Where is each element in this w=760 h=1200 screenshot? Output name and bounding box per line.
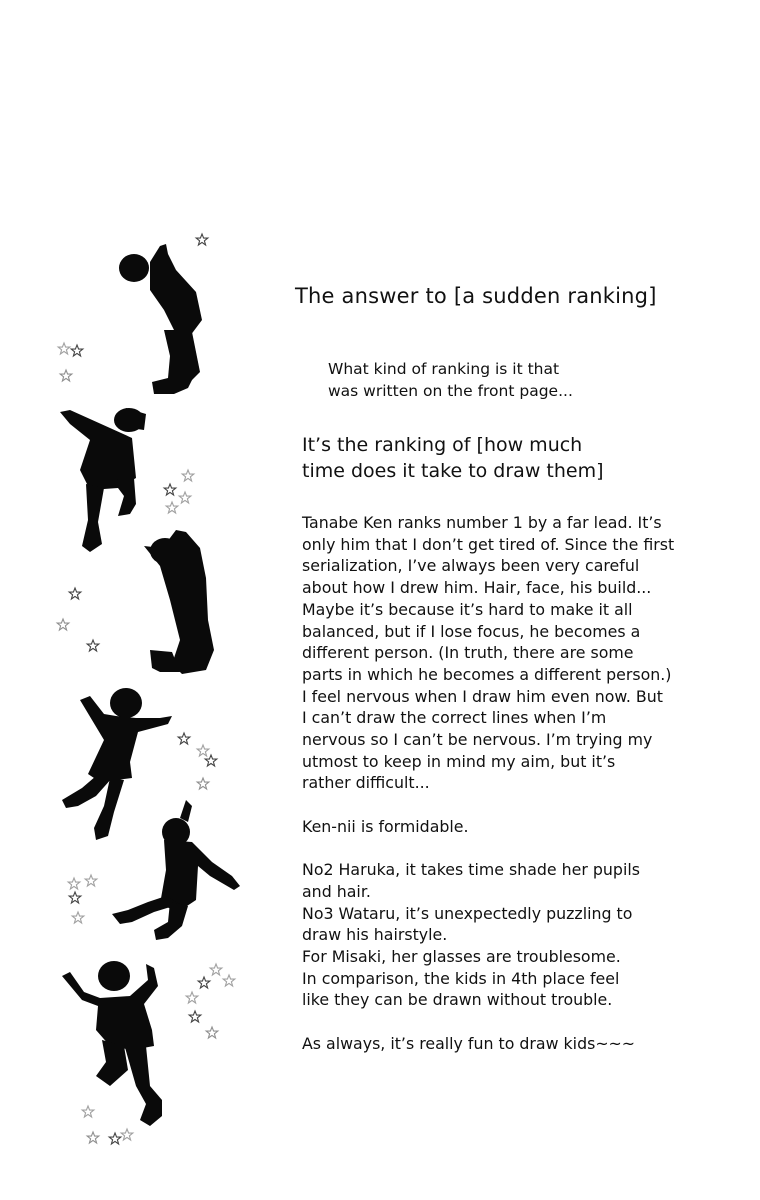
body-line: about how I drew him. Hair, face, his build... (302, 578, 652, 598)
body-line: only him that I don’t get tired of. Since the first (302, 534, 675, 554)
body-line: different person. (In truth, there are some (302, 643, 634, 663)
body-line: I can’t draw the correct lines when I’m (302, 708, 607, 728)
body-line: Maybe it’s because it’s hard to make it all (302, 599, 633, 619)
heading-line: It’s the ranking of [how much (302, 434, 583, 456)
body-line: balanced, but if I lose focus, he becomes a (302, 621, 641, 641)
body-line: rather difficult... (302, 773, 430, 793)
body-line: draw his hairstyle. (302, 925, 448, 945)
figure-child-arms-up (62, 961, 162, 1126)
heading-line: time does it take to draw them] (302, 460, 604, 482)
paragraph (302, 816, 722, 838)
answer-heading (302, 432, 722, 484)
figure-boy-jumping (144, 530, 214, 674)
body-line: In comparison, the kids in 4th place feel (302, 968, 620, 988)
body-line: like they can be drawn without trouble. (302, 990, 613, 1010)
figure-boy-with-cap (60, 408, 146, 552)
figure-child-ponytail (112, 800, 240, 940)
body-line: No2 Haruka, it takes time shade her pupils (302, 860, 640, 880)
body-line: No3 Wataru, it’s unexpectedly puzzling to (302, 903, 633, 923)
paragraph (302, 512, 722, 794)
paragraph (302, 859, 722, 1011)
body-line: Tanabe Ken ranks number 1 by a far lead. It’s (302, 513, 662, 532)
question-text (328, 358, 708, 402)
body-line: parts in which he becomes a different person.) (302, 664, 672, 684)
body-line: nervous so I can’t be nervous. I’m trying my (302, 730, 653, 750)
question-line: was written on the front page... (328, 382, 573, 400)
body-line: serialization, I’ve always been very careful (302, 556, 640, 576)
body-line: I feel nervous when I draw him even now. But (302, 686, 663, 706)
page-title: The answer to [a sudden ranking] (295, 284, 657, 308)
figure-boy-waving (119, 244, 202, 394)
body-line: Ken-nii is formidable. (302, 816, 469, 836)
paragraph (302, 1033, 722, 1055)
body-line: As always, it’s really fun to draw kids~~~ (302, 1033, 636, 1053)
figure-girl-leaping (62, 688, 172, 840)
body-line: and hair. (302, 881, 371, 901)
body-text (302, 512, 722, 1076)
question-line: What kind of ranking is it that (328, 360, 560, 378)
body-line: For Misaki, her glasses are troublesome. (302, 947, 621, 967)
body-line: utmost to keep in mind my aim, but it’s (302, 751, 616, 771)
